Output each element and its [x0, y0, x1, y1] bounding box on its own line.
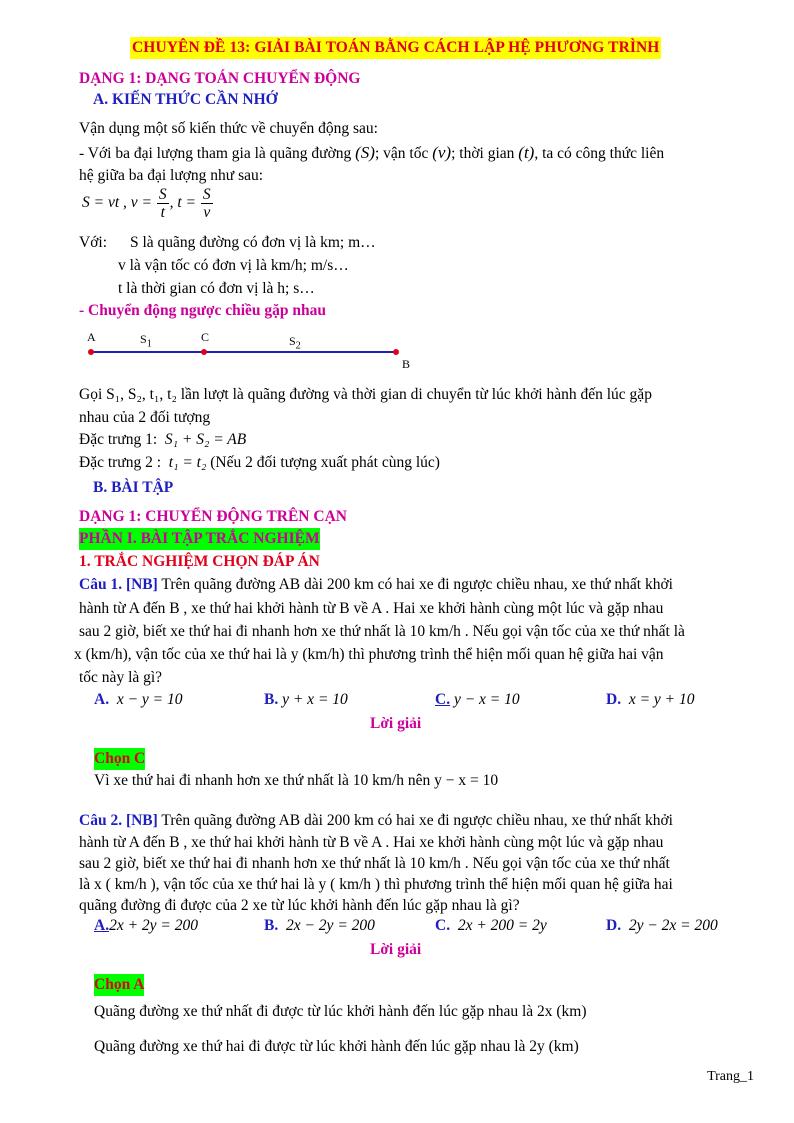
q1-option-a[interactable]: A. x − y = 10	[94, 691, 183, 708]
intro-line-2: - Với ba đại lượng tham gia là quãng đường (S); vận tốc (v); thời gian (t), ta có công thức liên	[79, 143, 665, 162]
phan1-heading: PHẦN I. BÀI TẬP TRẮC NGHIỆM	[79, 528, 320, 550]
q1-chosen-answer: Chọn C	[94, 748, 145, 770]
q1-line-1: Câu 1. [NB] Trên quãng đường AB dài 200 km có hai xe đi ngược chiều nhau, xe thứ nhất khởi	[79, 576, 673, 593]
goi-line-1: Gọi S₁, S₂, t₁, t₂ lần lượt là quãng đường và thời gian di chuyển từ lúc khởi hành đến lúc gặp	[79, 386, 652, 403]
q2-line-1: Câu 2. [NB] Trên quãng đường AB dài 200 km có hai xe đi ngược chiều nhau, xe thứ nhất khởi	[79, 812, 673, 829]
page-number: Trang_1	[707, 1069, 754, 1084]
section-b-heading: B. BÀI TẬP	[93, 479, 174, 496]
goi-line-2: nhau của 2 đối tượng	[79, 409, 211, 426]
q1-line-5: tốc này là gì?	[79, 669, 163, 686]
intro-line-3: hệ giữa ba đại lượng như sau:	[79, 167, 264, 184]
diagram-label-c: C	[201, 330, 210, 344]
q2-explanation-2: Quãng đường xe thứ hai đi được từ lúc khởi hành đến lúc gặp nhau là 2y (km)	[94, 1038, 579, 1055]
diagram-label-b: B	[402, 357, 411, 371]
q2-line-5: quãng đường đi được của 2 xe từ lúc khởi hành đến lúc gặp nhau là gì?	[79, 897, 520, 914]
q2-line-4: là x ( km/h ), vận tốc của xe thứ hai là y ( km/h ) thì phương trình thể hiện mối quan hệ giữa hai	[79, 876, 673, 893]
fraction-s-over-v: $\frac{S}{v}$	[202, 186, 211, 222]
dac-trung-2: Đặc trưng 2 : t₁ = t₂ (Nếu 2 đối tượng xuất phát cùng lúc)	[79, 454, 440, 471]
q2-option-d[interactable]: D. 2y − 2x = 200	[606, 917, 718, 934]
voi-line-1: S là quãng đường có đơn vị là km; m…	[130, 234, 376, 251]
point-c	[201, 349, 207, 355]
voi-label: Với:	[79, 234, 108, 251]
q2-option-a[interactable]: A.2x + 2y = 200	[94, 917, 199, 934]
q1-label: Câu 1. [NB]	[79, 576, 158, 593]
formula-line: S = vt , v = $\frac{S}{t}$ , t = $\frac{S}{v}$	[82, 186, 211, 222]
diagram-label-a: A	[87, 330, 96, 344]
q2-line-2: hành từ A đến B , xe thứ hai khởi hành từ B về A . Hai xe khởi hành cùng một lúc và gặp nhau	[79, 834, 664, 851]
q1-option-b[interactable]: B. y + x = 10	[264, 691, 348, 708]
q2-chosen-answer: Chọn A	[94, 974, 144, 996]
motion-heading: - Chuyển động ngược chiều gặp nhau	[79, 302, 327, 319]
q2-line-3: sau 2 giờ, biết xe thứ hai đi nhanh hơn xe thứ nhất là 10 km/h . Nếu gọi vận tốc của xe thứ nhất	[79, 855, 670, 872]
intro-line-1: Vận dụng một số kiến thức về chuyển động sau:	[79, 120, 378, 137]
voi-line-2: v là vận tốc có đơn vị là km/h; m/s…	[118, 257, 349, 274]
q2-option-b[interactable]: B. 2x − 2y = 200	[264, 917, 375, 934]
motion-diagram	[80, 326, 420, 376]
q1-line-4: x (km/h), vận tốc của xe thứ hai là y (km/h) thì phương trình thể hiện mối quan hệ giữa hai vận	[74, 646, 664, 663]
q1-option-d[interactable]: D. x = y + 10	[606, 691, 695, 708]
diagram-label-s1: $S_1$	[140, 332, 152, 350]
q1-line-3: sau 2 giờ, biết xe thứ hai đi nhanh hơn xe thứ nhất là 10 km/h . Nếu gọi vận tốc của xe thứ nhất là	[79, 623, 685, 640]
q1-explanation: Vì xe thứ hai đi nhanh hơn xe thứ nhất là 10 km/h nên y − x = 10	[94, 772, 499, 789]
point-a	[88, 349, 94, 355]
q1-option-c[interactable]: C. y − x = 10	[435, 691, 520, 708]
point-b	[393, 349, 399, 355]
document-title: CHUYÊN ĐỀ 13: GIẢI BÀI TOÁN BẰNG CÁCH LẬP HỆ PHƯƠNG TRÌNH	[130, 37, 661, 59]
q2-solution-heading: Lời giải	[370, 941, 422, 958]
dang1-sub-heading: DẠNG 1: CHUYỂN ĐỘNG TRÊN CẠN	[79, 508, 347, 525]
diagram-label-s2: $S_2$	[289, 334, 301, 352]
voi-line-3: t là thời gian có đơn vị là h; s…	[118, 280, 315, 297]
q2-explanation-1: Quãng đường xe thứ nhất đi được từ lúc khởi hành đến lúc gặp nhau là 2x (km)	[94, 1003, 587, 1020]
q2-label: Câu 2. [NB]	[79, 812, 158, 829]
q1-solution-heading: Lời giải	[370, 715, 422, 732]
part1-heading: 1. TRẮC NGHIỆM CHỌN ĐÁP ÁN	[79, 553, 320, 570]
q1-line-2: hành từ A đến B , xe thứ hai khởi hành từ B về A . Hai xe khởi hành cùng một lúc và gặp nhau	[79, 600, 664, 617]
q2-option-c[interactable]: C. 2x + 200 = 2y	[435, 917, 547, 934]
section-a-heading: A. KIẾN THỨC CẦN NHỚ	[93, 91, 278, 108]
fraction-s-over-t: $\frac{S}{t}$	[158, 186, 167, 222]
dang1-heading: DẠNG 1: DẠNG TOÁN CHUYỂN ĐỘNG	[79, 70, 361, 87]
dac-trung-1: Đặc trưng 1: S₁ + S₂ = AB	[79, 431, 247, 448]
